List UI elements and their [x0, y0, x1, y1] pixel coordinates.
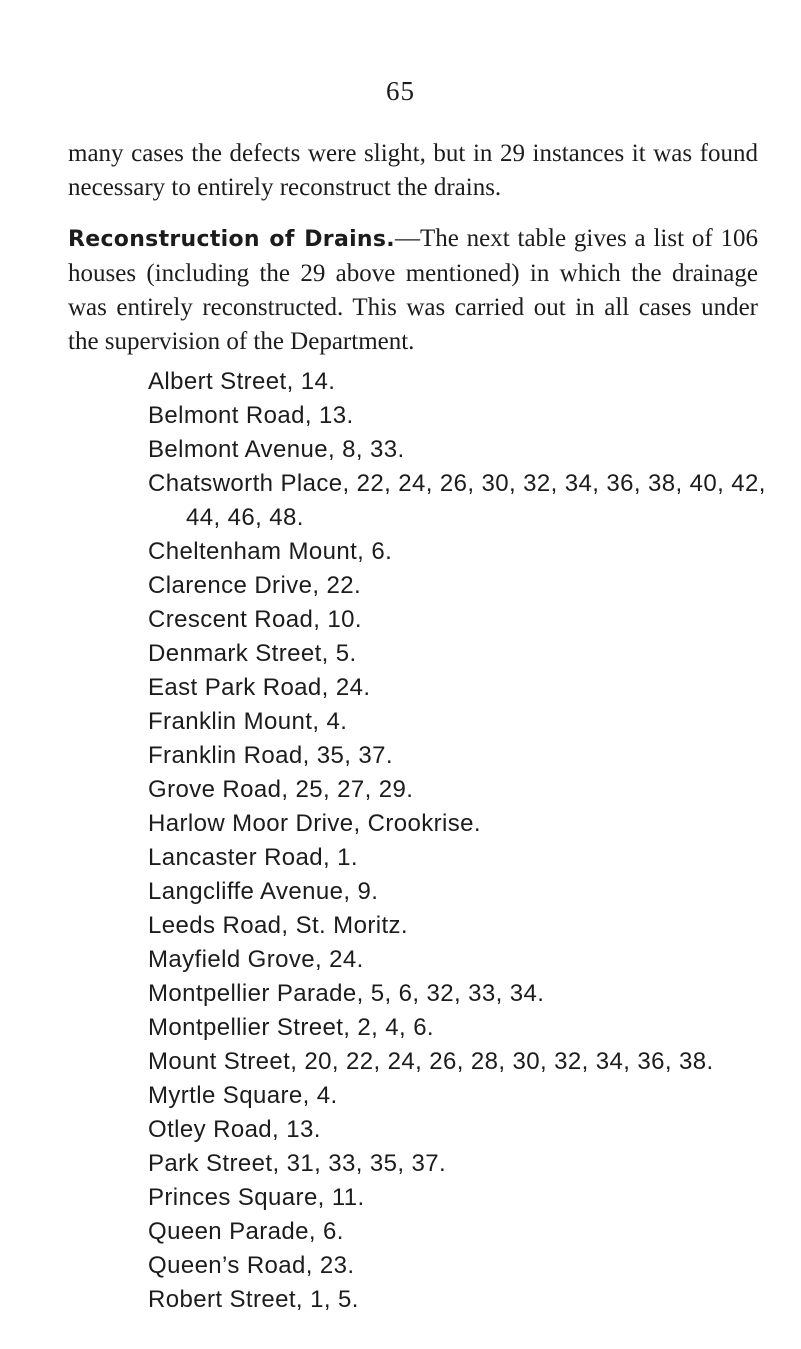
street-entry: Clarence Drive, 22.: [148, 572, 362, 599]
street-entry: Cheltenham Mount, 6.: [148, 538, 393, 565]
section-heading: Reconstruction of Drains.: [68, 227, 395, 252]
street-entry: Belmont Avenue, 8, 33.: [148, 436, 405, 463]
street-entry: Chatsworth Place, 22, 24, 26, 30, 32, 34, 36, 38, 40, 42, 44, 46, 48.: [148, 470, 766, 531]
street-entry: Harlow Moor Drive, Crookrise.: [148, 810, 481, 837]
street-entry: Park Street, 31, 33, 35, 37.: [148, 1150, 447, 1177]
street-entry: Mount Street, 20, 22, 24, 26, 28, 30, 32, 34, 36, 38.: [148, 1048, 714, 1075]
street-entry: Queen’s Road, 23.: [148, 1252, 355, 1279]
street-entry: Grove Road, 25, 27, 29.: [148, 776, 414, 803]
street-entry: Leeds Road, St. Moritz.: [148, 912, 408, 939]
street-entry: Crescent Road, 10.: [148, 606, 362, 633]
street-entry: Montpellier Street, 2, 4, 6.: [148, 1014, 435, 1041]
street-entry: East Park Road, 24.: [148, 674, 371, 701]
street-entry: Langcliffe Avenue, 9.: [148, 878, 379, 905]
street-entry: Lancaster Road, 1.: [148, 844, 358, 871]
street-entry: Mayfield Grove, 24.: [148, 946, 364, 973]
section-text: —The next table gives a list of 106 houses (including the 29 above mentioned) in which the drainage was entirely reconstructed. This was carried out in all cases under the supervision of the Department.: [68, 225, 758, 355]
street-entry: Franklin Road, 35, 37.: [148, 742, 393, 769]
street-entry: Franklin Mount, 4.: [148, 708, 348, 735]
street-entry: Otley Road, 13.: [148, 1116, 321, 1143]
intro-paragraph: many cases the defects were slight, but in 29 instances it was found necessary to entirely reconstruct the drains.: [68, 140, 758, 201]
street-entry: Robert Street, 1, 5.: [148, 1286, 359, 1313]
page-number: 65: [386, 76, 415, 106]
street-entry: Queen Parade, 6.: [148, 1218, 344, 1245]
street-entry: Myrtle Square, 4.: [148, 1082, 338, 1109]
street-entry: Princes Square, 11.: [148, 1184, 365, 1211]
street-list: [148, 365, 768, 1317]
street-entry: Belmont Road, 13.: [148, 402, 354, 429]
street-entry: Albert Street, 14.: [148, 368, 336, 395]
reconstruction-paragraph: [68, 222, 758, 359]
street-entry: Denmark Street, 5.: [148, 640, 357, 667]
street-entry: Montpellier Parade, 5, 6, 32, 33, 34.: [148, 980, 545, 1007]
